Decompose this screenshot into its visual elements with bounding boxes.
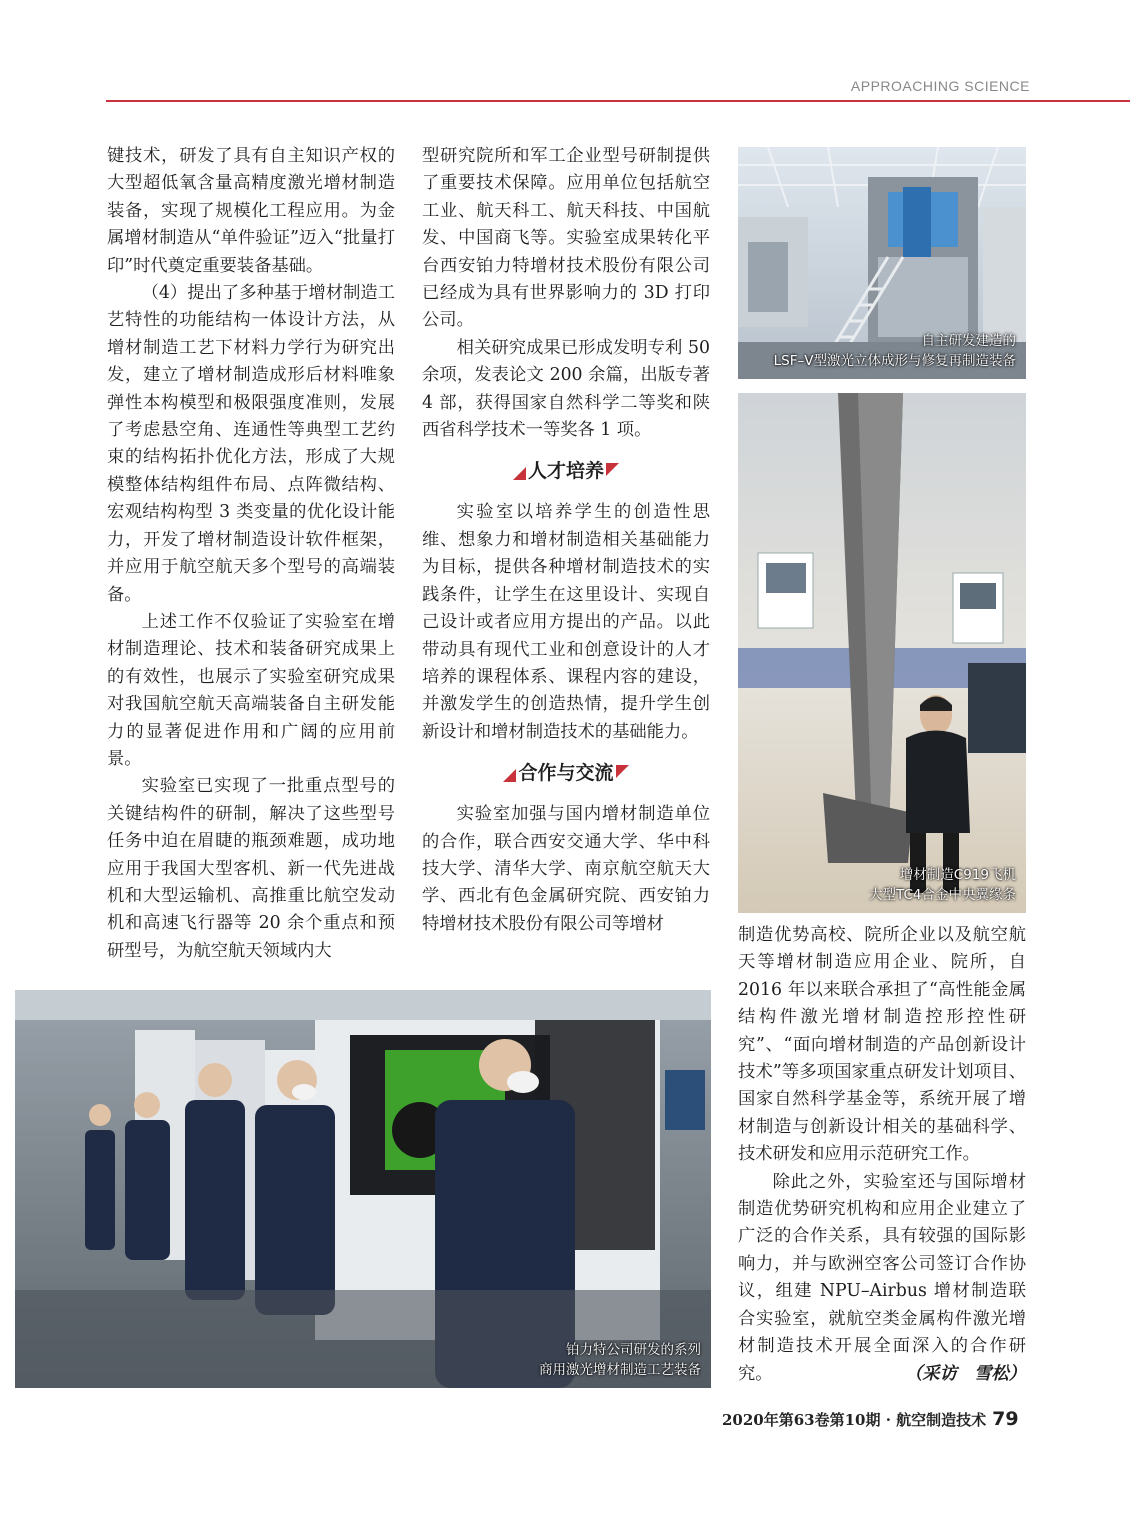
heading-triangle-icon <box>503 769 516 782</box>
section-heading-talent: 人才培养 <box>422 444 710 499</box>
col3-paragraph-1: 制造优势高校、院所企业以及航空航天等增材制造应用企业、院所，自 2016 年以来联合承担了“高性能金属结构件激光增材制造控形控性研究”、“面向增材制造的产品创新设计技术”等多项国家重点研发计划项目、国家自然科学基金等，系统开展了增材制造与创新设计相关的基础科学、技术研发和应用示范研究工作。 <box>738 925 1026 1165</box>
section-heading-cooperation: 合作与交流 <box>422 746 710 801</box>
column-3 <box>738 922 1026 1388</box>
col2-paragraph-3: 实验室以培养学生的创造性思维、想象力和增材制造相关基础能力为目标，提供各种增材制造技术的实践条件，让学生在这里设计、实现自己设计或者应用方提出的产品。以此带动具有现代工业和创意设计的人才培养的课程体系、课程内容的建设，并激发学生的创造热情，提升学生创新设计和增材制造技术的基础能力。 <box>422 502 710 742</box>
col2-paragraph-1: 型研究院所和军工企业型号研制提供了重要技术保障。应用单位包括航空工业、航天科工、航天科技、中国航发、中国商飞等。实验室成果转化平台西安铂力特增材技术股份有限公司已经成为具有世界影响力的 3D 打印公司。 <box>422 146 710 331</box>
col2-paragraph-2: 相关研究成果已形成发明专利 50 余项，发表论文 200 余篇，出版专著 4 部，获得国家自然科学二等奖和陕西省科学技术一等奖各 1 项。 <box>422 337 710 441</box>
wing-part-image <box>738 393 1026 913</box>
photo-caption: 自主研发建造的 LSF–V型激光立体成形与修复再制造装备 <box>773 333 1016 369</box>
col1-paragraph-2: （4）提出了多种基于增材制造工艺特性的功能结构一体设计方法，从增材制造工艺下材料力学行为研究出发，建立了增材制造成形后材料唯象弹性本构模型和极限强度准则，发展了考虑悬空角、连通性等典型工艺约束的结构拓扑优化方法，形成了大规模整体结构组件布局、点阵微结构、宏观结构构型 3 类变量的优化设计能力，开发了增材制造设计软件框架，并应用于航空航天多个型号的高端装备。 <box>107 283 395 605</box>
column-1 <box>107 143 395 965</box>
issue-info: 2020年第63卷第10期 · 航空制造技术 <box>722 1411 987 1429</box>
photo-caption: 铂力特公司研发的系列 商用激光增材制造工艺装备 <box>539 1342 701 1378</box>
heading-triangle-icon <box>616 765 629 778</box>
page-footer <box>722 1408 1019 1430</box>
col1-paragraph-3: 上述工作不仅验证了实验室在增材制造理论、技术和装备研究成果上的有效性，也展示了实验室研究成果对我国航空航天高端装备自主研发能力的显著促进作用和广阔的应用前景。 <box>107 611 395 769</box>
col3-paragraph-2: 除此之外，实验室还与国际增材制造优势研究机构和应用企业建立了广泛的合作关系，具有较强的国际影响力，并与欧洲空客公司签订合作协议，组建 NPU–Airbus 增材制造联合实验室，就航空类金属构件激光增材制造技术开展全面深入的合作研究。 （采访 雪松） <box>738 1169 1026 1388</box>
page-number: 79 <box>992 1408 1019 1430</box>
interview-byline: （采访 雪松） <box>905 1363 1026 1384</box>
running-title: APPROACHING SCIENCE <box>850 78 1030 94</box>
col1-paragraph-4: 实验室已实现了一批重点型号的关键结构件的研制，解决了这些型号任务中迫在眉睫的瓶颈难题，成功地应用于我国大型客机、新一代先进战机和大型运输机、高推重比航空发动机和高速飞行器等 20 余个重点和预研型号，为航空航天领域内大 <box>107 776 395 961</box>
factory-workers-image <box>15 990 711 1388</box>
col2-paragraph-4: 实验室加强与国内增材制造单位的合作，联合西安交通大学、华中科技大学、清华大学、南京航空航天大学、西北有色金属研究院、西安铂力特增材技术股份有限公司等增材 <box>422 804 710 934</box>
photo-lsf-equipment <box>738 147 1026 379</box>
column-2 <box>422 143 710 938</box>
heading-triangle-icon <box>513 467 526 480</box>
photo-c919-wing-part <box>738 393 1026 913</box>
heading-triangle-icon <box>606 463 619 476</box>
photo-commercial-equipment <box>15 990 711 1388</box>
photo-caption: 增材制造C919飞机 大型TC4合金中央翼缘条 <box>869 867 1016 903</box>
col1-paragraph-1: 键技术，研发了具有自主知识产权的大型超低氧含量高精度激光增材制造装备，实现了规模化工程应用。为金属增材制造从“单件验证”迈入“批量打印”时代奠定重要装备基础。 <box>107 146 395 276</box>
header-rule <box>106 100 1130 102</box>
